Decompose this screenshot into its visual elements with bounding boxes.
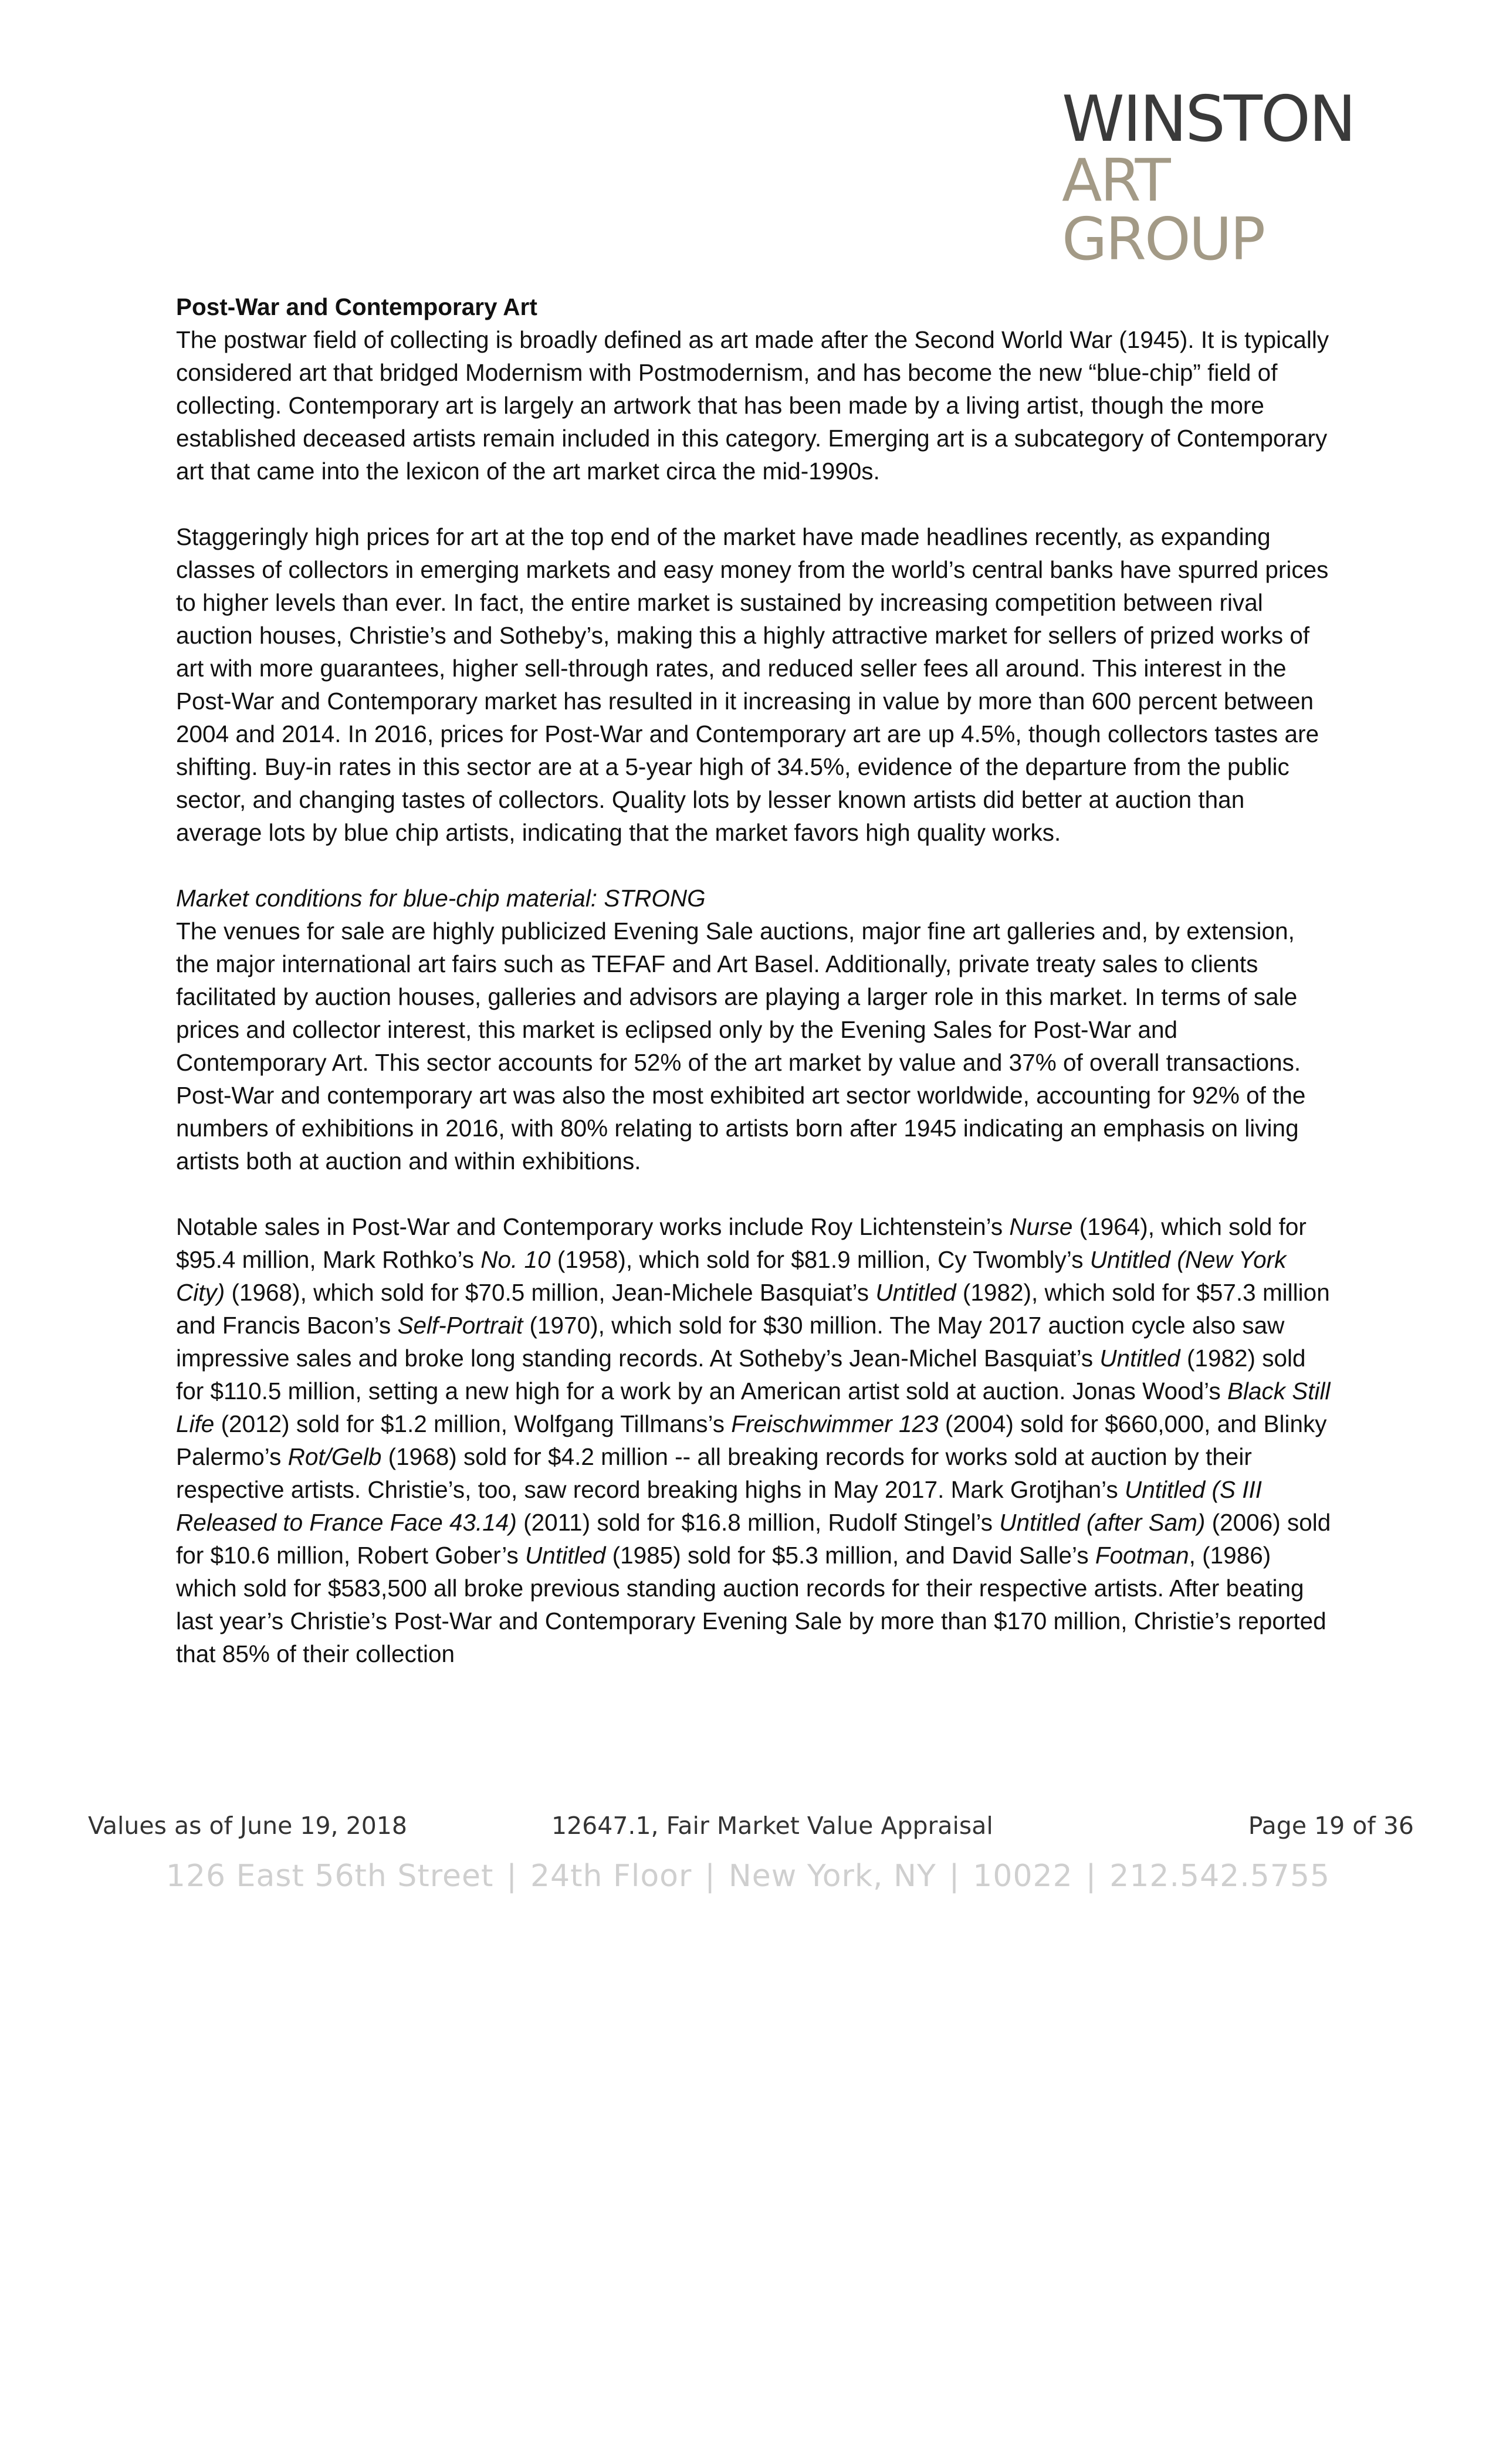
artwork-title: Untitled bbox=[875, 1279, 956, 1306]
text-run: (1982) sold for $110.5 million, setting a new high for a work by an American artist sold at auction. Jonas Wood’s bbox=[176, 1345, 1306, 1404]
page-footer bbox=[88, 1812, 1414, 1847]
address-zip: 10022 bbox=[973, 1859, 1073, 1894]
text-run: (1964), which sold for $95.4 million, Mark Rothko’s bbox=[176, 1213, 1307, 1273]
footer-report-title: 12647.1, Fair Market Value Appraisal bbox=[551, 1812, 993, 1840]
market-conditions-subheading: Market conditions for blue-chip material: STRONG bbox=[176, 885, 706, 912]
paragraph-gap bbox=[176, 849, 1332, 882]
separator: | bbox=[1085, 1859, 1097, 1894]
text-run: (2011) sold for $16.8 million, Rudolf Stingel’s bbox=[516, 1509, 1000, 1536]
artwork-title: Freischwimmer 123 bbox=[731, 1410, 939, 1437]
text-run: (2012) sold for $1.2 million, Wolfgang Tillmans’s bbox=[214, 1410, 732, 1437]
address-phone: 212.542.5755 bbox=[1109, 1859, 1331, 1894]
paragraph-gap bbox=[176, 1177, 1332, 1210]
address-city: New York, NY bbox=[728, 1859, 936, 1894]
paragraph-market-prices: Staggeringly high prices for art at the top end of the market have made headlines recently, as expanding classes of collectors in emerging markets and easy money from the world’s central banks have spurred prices to higher levels than ever. In fact, the entire market is sustained by increasing competition between rival auction houses, Christie’s and Sotheby’s, making this a highly attractive market for sellers of prized works of art with more guarantees, higher sell-through rates, and reduced seller fees all around. This interest in the Post-War and Contemporary market has resulted in it increasing in value by more than 600 percent between 2004 and 2014. In 2016, prices for Post-War and Contemporary art are up 4.5%, though collectors tastes are shifting. Buy-in rates in this sector are at a 5-year high of 34.5%, evidence of the departure from the public sector, and changing tastes of collectors. Quality lots by lesser known artists did better at auction than average lots by blue chip artists, indicating that the market favors high quality works. bbox=[176, 523, 1329, 846]
separator: | bbox=[949, 1859, 960, 1894]
text-run: , (1986) which sold for $583,500 all broke previous standing auction records for their respective artists. After beating last year’s Christie’s Post-War and Contemporary Evening Sale by more than $170 million, Christie’s reported that 85% of their collection bbox=[176, 1542, 1326, 1667]
artwork-title: Black Still Life bbox=[176, 1377, 1331, 1437]
text-run: (1970), which sold for $30 million. The May 2017 auction cycle also saw impressive sales and broke long standing records. At Sotheby’s Jean-Michel Basquiat’s bbox=[176, 1312, 1285, 1372]
logo-name: WINSTON bbox=[1062, 83, 1355, 156]
text-run: (1968) sold for $4.2 million -- all breaking records for works sold at auction by their respective artists. Christie’s, too, saw record breaking highs in May 2017. Mark Grotjhan’s bbox=[176, 1443, 1252, 1503]
paragraph-definition: The postwar field of collecting is broadly defined as art made after the Second World War (1945). It is typically considered art that bridged Modernism with Postmodernism, and has become the new “blue-chip” field of collecting. Contemporary art is largely an artwork that has been made by a living artist, though the more established deceased artists remain included in this category. Emerging art is a subcategory of Contemporary art that came into the lexicon of the art market circa the mid-1990s. bbox=[176, 326, 1329, 485]
paragraph-notable-sales bbox=[176, 1210, 1332, 1670]
text-run: Notable sales in Post-War and Contemporary works include Roy Lichtenstein’s bbox=[176, 1213, 1010, 1240]
artwork-title: No. 10 bbox=[480, 1246, 551, 1273]
paragraph-gap bbox=[176, 488, 1332, 520]
text-run: (1982), which sold for $57.3 million and Francis Bacon’s bbox=[176, 1279, 1330, 1339]
section-heading: Post-War and Contemporary Art bbox=[176, 293, 537, 320]
artwork-title: Footman bbox=[1095, 1542, 1189, 1569]
footer-page-number: Page 19 of 36 bbox=[1248, 1812, 1414, 1840]
logo-subtitle: ART GROUP bbox=[1062, 146, 1264, 273]
artwork-title: Nurse bbox=[1009, 1213, 1073, 1240]
text-run: (1968), which sold for $70.5 million, Jean-Michele Basquiat’s bbox=[225, 1279, 876, 1306]
text-run: (1958), which sold for $81.9 million, Cy Twombly’s bbox=[550, 1246, 1090, 1273]
artwork-title: Untitled (New York City) bbox=[176, 1246, 1287, 1306]
address-floor: 24th Floor bbox=[530, 1859, 692, 1894]
footer-address bbox=[0, 1859, 1496, 1894]
address-street: 126 East 56th Street bbox=[165, 1859, 494, 1894]
document-body bbox=[176, 290, 1332, 1670]
paragraph-venues: The venues for sale are highly publicized Evening Sale auctions, major fine art galleries and, by extension, the major international art fairs such as TEFAF and Art Basel. Additionally, private treaty sales to clients facilitated by auction houses, galleries and advisors are playing a larger role in this market. In terms of sale prices and collector interest, this market is eclipsed only by the Evening Sales for Post-War and Contemporary Art. This sector accounts for 52% of the art market by value and 37% of overall transactions. Post-War and contemporary art was also the most exhibited art sector worldwide, accounting for 92% of the numbers of exhibitions in 2016, with 80% relating to artists born after 1945 indicating an emphasis on living artists both at auction and within exhibitions. bbox=[176, 918, 1306, 1175]
artwork-title: Untitled bbox=[1099, 1345, 1180, 1372]
artwork-title: Self-Portrait bbox=[397, 1312, 523, 1339]
text-run: (2006) sold for $10.6 million, Robert Gober’s bbox=[176, 1509, 1331, 1569]
footer-valuation-date: Values as of June 19, 2018 bbox=[88, 1812, 407, 1840]
text-run: (2004) sold for $660,000, and Blinky Palermo’s bbox=[176, 1410, 1327, 1470]
company-logo bbox=[1062, 83, 1367, 273]
artwork-title: Untitled (S III Released to France Face 43.14) bbox=[176, 1476, 1263, 1536]
separator: | bbox=[705, 1859, 716, 1894]
artwork-title: Untitled bbox=[525, 1542, 606, 1569]
artwork-title: Untitled (after Sam) bbox=[999, 1509, 1206, 1536]
artwork-title: Rot/Gelb bbox=[287, 1443, 382, 1470]
text-run: (1985) sold for $5.3 million, and David Salle’s bbox=[605, 1542, 1095, 1569]
separator: | bbox=[506, 1859, 517, 1894]
